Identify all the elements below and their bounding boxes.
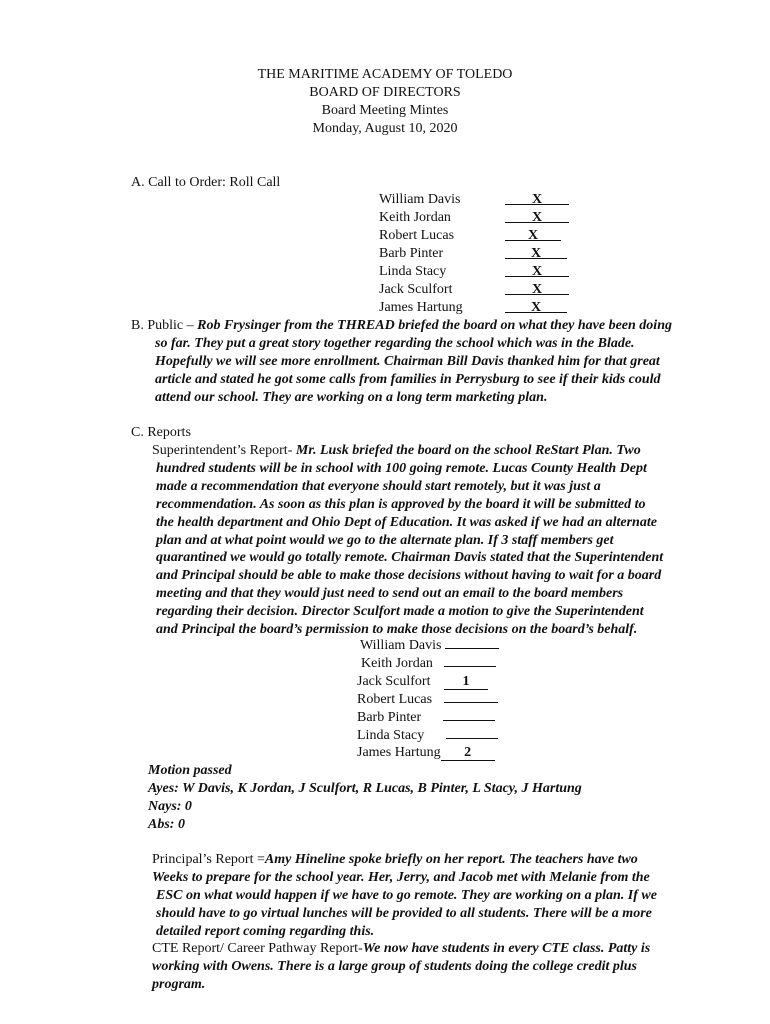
roll-call-mark: X xyxy=(530,246,542,261)
voter-name: Barb Pinter xyxy=(357,709,422,725)
motion-vote-list xyxy=(0,637,499,762)
voter-name: Robert Lucas xyxy=(357,691,433,707)
roll-call-name: Keith Jordan xyxy=(379,210,451,225)
section-c-heading: C. Reports xyxy=(131,425,191,440)
vote-mark xyxy=(446,738,498,739)
motion-vote-row xyxy=(0,637,499,655)
roll-call-mark: X xyxy=(531,282,543,297)
public-comment-line: Rob Frysinger from the THREAD briefed the board on what they have been doing xyxy=(197,318,672,333)
motion-vote-row xyxy=(0,709,499,727)
motion-status: Motion passed xyxy=(148,763,232,778)
public-comment-line: Hopefully we will see more enrollment. Chairman Bill Davis thanked him for that great xyxy=(155,353,660,369)
report-line: should have to go virtual lunches will be provided to all students. There will be a more xyxy=(156,905,652,921)
voter-name: Keith Jordan xyxy=(361,655,433,671)
voter-name: Jack Sculfort xyxy=(357,673,431,689)
report-line: recommendation. As soon as this plan is approved by the board it will be submitted to xyxy=(156,496,646,512)
motion-result xyxy=(148,762,582,834)
motion-ayes: Ayes: W Davis, K Jordan, J Sculfort, R Lucas, B Pinter, L Stacy, J Hartung xyxy=(148,780,582,796)
roll-call-row xyxy=(379,245,569,263)
org-title: THE MARITIME ACADEMY OF TOLEDO xyxy=(257,67,513,82)
report-line: ESC on what would happen if we have to go remote. They are working on a plan. If we xyxy=(156,887,657,903)
cte-report xyxy=(152,940,650,994)
report-line: and Principal should be able to make those decisions without having to wait for a board xyxy=(156,568,662,584)
report-line: regarding their decision. Director Sculfort made a motion to give the Superintendent xyxy=(156,604,644,620)
vote-mark: 1 xyxy=(444,675,488,690)
roll-call-name: Linda Stacy xyxy=(379,264,447,279)
principal-report xyxy=(152,851,657,941)
report-line: hundred students will be in school with 100 going remote. Lucas County Health Dept xyxy=(156,460,647,476)
roll-call-mark: X xyxy=(527,228,539,243)
meeting-date: Monday, August 10, 2020 xyxy=(312,121,458,136)
superintendent-report xyxy=(152,442,663,639)
roll-call-row xyxy=(379,299,569,317)
report-line: and Principal the board’s permission to make those decisions on the board’s behalf. xyxy=(156,622,638,638)
voter-name: Linda Stacy xyxy=(357,727,425,743)
cte-report-label: CTE Report/ Career Pathway Report- xyxy=(152,941,363,956)
roll-call-row xyxy=(379,263,569,281)
principal-report-label: Principal’s Report = xyxy=(152,852,265,867)
roll-call-row xyxy=(379,227,569,245)
report-line: We now have students in every CTE class. Patty is xyxy=(362,941,651,956)
voter-name: James Hartung xyxy=(357,745,441,761)
roll-call-name: James Hartung xyxy=(379,300,463,315)
motion-vote-row xyxy=(0,691,499,709)
motion-vote-row xyxy=(0,744,499,762)
motion-nays: Nays: 0 xyxy=(148,798,192,814)
document-title: Board Meeting Mintes xyxy=(321,103,449,118)
report-line: quarantined we would go totally remote. Chairman Davis stated that the Superintendent xyxy=(156,550,664,566)
superintendent-report-label: Superintendent’s Report- xyxy=(152,443,296,458)
board-title: BOARD OF DIRECTORS xyxy=(309,85,461,100)
report-line: program. xyxy=(152,976,206,992)
section-a-heading: A. Call to Order: Roll Call xyxy=(131,175,281,190)
report-line: meeting and that they would just need to send out an email to the board members xyxy=(156,586,624,602)
report-line: plan and at what point would we go to the alternate plan. If 3 staff members get xyxy=(156,532,614,548)
roll-call-mark: X xyxy=(530,300,542,315)
public-comment-line: attend our school. They are working on a long term marketing plan. xyxy=(155,389,548,405)
roll-call-name: William Davis xyxy=(379,192,461,207)
vote-mark xyxy=(444,702,498,703)
voter-name: William Davis xyxy=(360,638,442,653)
roll-call-row xyxy=(379,281,569,299)
motion-abstentions: Abs: 0 xyxy=(148,816,185,832)
vote-mark xyxy=(444,666,496,667)
report-line: Mr. Lusk briefed the board on the school ReStart Plan. Two xyxy=(295,443,641,458)
roll-call-name: Robert Lucas xyxy=(379,228,455,243)
roll-call-mark: X xyxy=(531,192,543,207)
roll-call-mark: X xyxy=(531,264,543,279)
report-line: made a recommendation that everyone should start remotely, but it was just a xyxy=(156,478,601,494)
motion-vote-row xyxy=(0,673,499,691)
roll-call-row xyxy=(379,191,569,209)
report-line: Weeks to prepare for the school year. Her, Jerry, and Jacob met with Melanie from the xyxy=(152,869,650,885)
section-b-prefix: B. Public – xyxy=(131,318,198,333)
public-comment-line: so far. They put a great story together regarding the school which was in the Blade. xyxy=(155,335,635,351)
roll-call-row xyxy=(379,209,569,227)
roll-call-mark: X xyxy=(531,210,543,225)
roll-call-list xyxy=(379,191,569,317)
motion-vote-row xyxy=(0,727,499,745)
vote-mark xyxy=(445,648,499,649)
vote-mark xyxy=(443,720,495,721)
roll-call-name: Barb Pinter xyxy=(379,246,444,261)
report-line: detailed report coming regarding this. xyxy=(156,923,375,939)
vote-mark: 2 xyxy=(441,746,495,761)
report-line: Amy Hineline spoke briefly on her report. The teachers have two xyxy=(264,852,638,867)
report-line: the health department and Ohio Dept of Education. It was asked if we had an alternate xyxy=(156,514,657,530)
section-b xyxy=(131,317,672,407)
public-comment-line: article and stated he got some calls from families in Perrysburg to see if their kids could xyxy=(155,371,661,387)
report-line: working with Owens. There is a large group of students doing the college credit plus xyxy=(152,958,637,974)
roll-call-name: Jack Sculfort xyxy=(379,282,453,297)
motion-vote-row xyxy=(0,655,499,673)
